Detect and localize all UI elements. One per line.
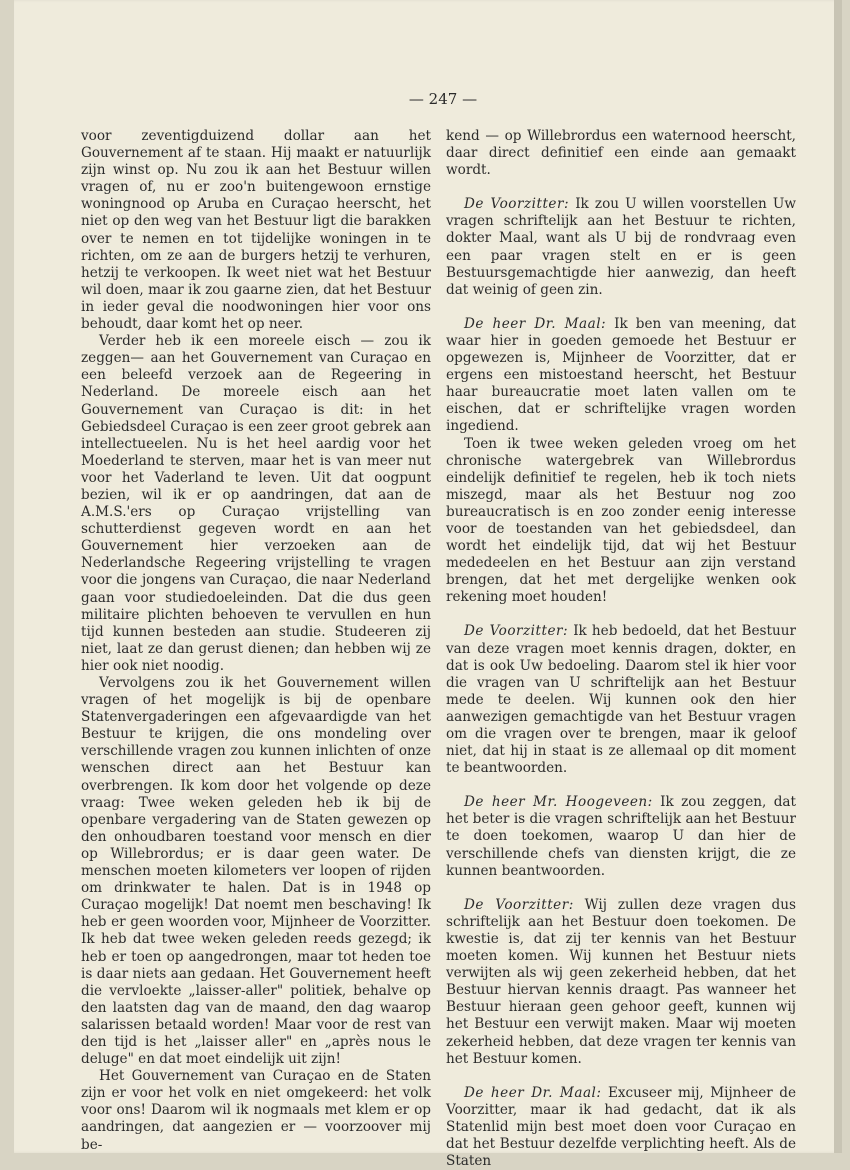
page-number: — 247 — (408, 90, 478, 108)
paragraph: Vervolgens zou ik het Gouvernement willen vragen of het mogelijk is bij de openbare Statenvergaderingen een afgevaardigde van het Bestuur te krijgen, die ons mondeling over verschillende vragen zou kunnen inlichten of onze wenschen direct aan het Bestuur kan overbrengen. Ik kom door het volgende op deze vraag: Twee weken geleden heb ik bij de openbare vergadering van de Staten gewezen op den onhoudbaren toestand voor mensch en dier op Willebrordus; er is daar geen water. De menschen moeten kilometers ver loopen of rijden om drinkwater te halen. Dat is in 1948 op Curaçao mogelijk! Dat noemt men beschaving! Ik heb er geen woorden voor, Mijnheer de Voorzitter. Ik heb dat twee weken geleden reeds gezegd; ik heb er toen op aangedrongen, maar tot heden toe is daar niets aan gedaan. Het Gouvernement heeft die vervloekte „laisser-aller" politiek, behalve op den laatsten dag van de maand, den dag waarop salarissen betaald worden! Maar voor de rest van den tijd is het „laisser aller" en „après nous le deluge" en dat moet eindelijk uit zijn! (81, 675, 431, 1068)
speaker-paragraph (446, 1085, 796, 1170)
paragraph: Toen ik twee weken geleden vroeg om het chronische watergebrek van Willebrordus eindelijk definitief te regelen, heb ik toch niets miszegd, maar als het Bestuur nog zoo bureaucratisch is en zoo zonder eenig interesse voor de toestanden van het gebiedsdeel, dan wordt het eindelijk tijd, dat wij het Bestuur mededeelen en het Bestuur aan zijn verstand brengen, dat het met dergelijke wenken ook rekening moet houden! (446, 435, 796, 606)
speaker-name: De Voorzitter: (464, 623, 569, 640)
right-column (446, 128, 796, 1170)
paragraph: voor zeventigduizend dollar aan het Gouvernement af te staan. Hij maakt er natuurlijk zijn winst op. Nu zou ik aan het Bestuur willen vragen of, nu er zoo'n buitengewoon ernstige woningnood op Aruba en Curaçao heerscht, het niet op den weg van het Bestuur ligt die barakken over te nemen en tot tijdelijke woningen in te richten, om ze aan de burgers hetzij te verhuren, hetzij te verkoopen. Ik weet niet wat het Bestuur wil doen, maar ik zou gaarne zien, dat het Bestuur in ieder geval die noodwoningen hier voor ons behoudt, daar komt het op neer. (81, 128, 431, 333)
speech-text: Wij zullen deze vragen dus schriftelijk aan het Bestuur doen toekomen. De kwestie is, dat zij ter kennis van het Bestuur moeten komen. Wij kunnen het Bestuur niets verwijten als wij geen zekerheid hebben, dat het Bestuur hiervan kennis draagt. Pas wanneer het Bestuur hieraan geen gehoor geeft, kunnen wij het Bestuur een verwijt maken. Maar wij moeten zekerheid hebben, dat deze vragen ter kennis van het Bestuur komen. (446, 896, 796, 1067)
speaker-paragraph (446, 196, 796, 299)
speech-text: Ik ben van meening, dat waar hier in goeden gemoede het Bestuur er opgewezen is, Mijnheer de Voorzitter, dat er ergens een mistoestand heerscht, het Bestuur haar bureaucratie moet laten vallen om te eischen, dat er schriftelijke vragen worden ingediend. (446, 315, 797, 435)
speaker-name: De heer Dr. Maal: (464, 1084, 602, 1101)
speaker-paragraph (446, 897, 796, 1068)
speaker-paragraph (446, 316, 796, 436)
speech-text: Excuseer mij, Mijnheer de Voorzitter, maar ik had gedacht, dat ik als Statenlid mijn best moet doen voor Curaçao en dat het Bestuur dezelfde verplichting heeft. Als de Staten (446, 1084, 797, 1170)
speech-text: Ik zou zeggen, dat het beter is die vragen schriftelijk aan het Bestuur te doen toekomen, waarop U dan hier de verschillende chefs van diensten krijgt, die ze kunnen beantwoorden. (446, 794, 796, 879)
speaker-paragraph (446, 794, 796, 879)
left-column (81, 128, 431, 1154)
speaker-name: De heer Mr. Hoogeveen: (464, 794, 653, 811)
paragraph: kend — op Willebrordus een waternood heerscht, daar direct definitief een einde aan gemaakt wordt. (446, 128, 796, 179)
speaker-paragraph (446, 623, 796, 777)
speaker-name: De Voorzitter: (464, 196, 570, 213)
speech-text: Ik heb bedoeld, dat het Bestuur van deze vragen moet kennis dragen, dokter, en dat is ook Uw bedoeling. Daarom stel ik hier voor die vragen van U schriftelijk aan het Bestuur mede te deelen. Wij kunnen ook den hier aanwezigen gemachtigde van het Bestuur vragen om die vragen over te brengen, maar ik geloof niet, dat hij in staat is ze allemaal op dit moment te beantwoorden. (446, 623, 796, 777)
document-page (14, 0, 842, 1170)
paragraph: Het Gouvernement van Curaçao en de Staten zijn er voor het volk en niet omgekeerd: het volk voor ons! Daarom wil ik nogmaals met klem er op aandringen, dat aangezien er — voorzoover mij be- (81, 1068, 431, 1153)
paragraph: Verder heb ik een moreele eisch — zou ik zeggen— aan het Gouvernement van Curaçao en een beleefd verzoek aan de Regeering in Nederland. De moreele eisch aan het Gouvernement van Curaçao is dit: in het Gebiedsdeel Curaçao is een zeer groot gebrek aan intellectueelen. Nu is het heel aardig voor het Moederland te sterven, maar het is van meer nut voor het Vaderland te leven. Uit dat oogpunt bezien, wil ik er op aandringen, dat aan de A.M.S.'ers op Curaçao vrijstelling van schutterdienst gegeven wordt en aan het Gouvernement hier verzoeken aan de Nederlandsche Regeering vrijstelling te vragen voor die jongens van Curaçao, die naar Nederland gaan voor studiedoeleinden. Dat die dus geen militaire plichten behoeven te vervullen en hun tijd kunnen besteden aan studie. Studeeren zij niet, laat ze dan gerust dienen; dan hebben wij ze hier ook niet noodig. (81, 333, 431, 674)
speaker-name: De heer Dr. Maal: (464, 315, 607, 332)
speech-text: Ik zou U willen voorstellen Uw vragen schriftelijk aan het Bestuur te richten, dokter Maal, want als U bij de rondvraag even een paar vragen stelt en er is geen Bestuursgemachtigde hier aanwezig, dan heeft dat weinig of geen zin. (446, 196, 797, 298)
page-edge (834, 0, 842, 1153)
speaker-name: De Voorzitter: (464, 896, 574, 913)
